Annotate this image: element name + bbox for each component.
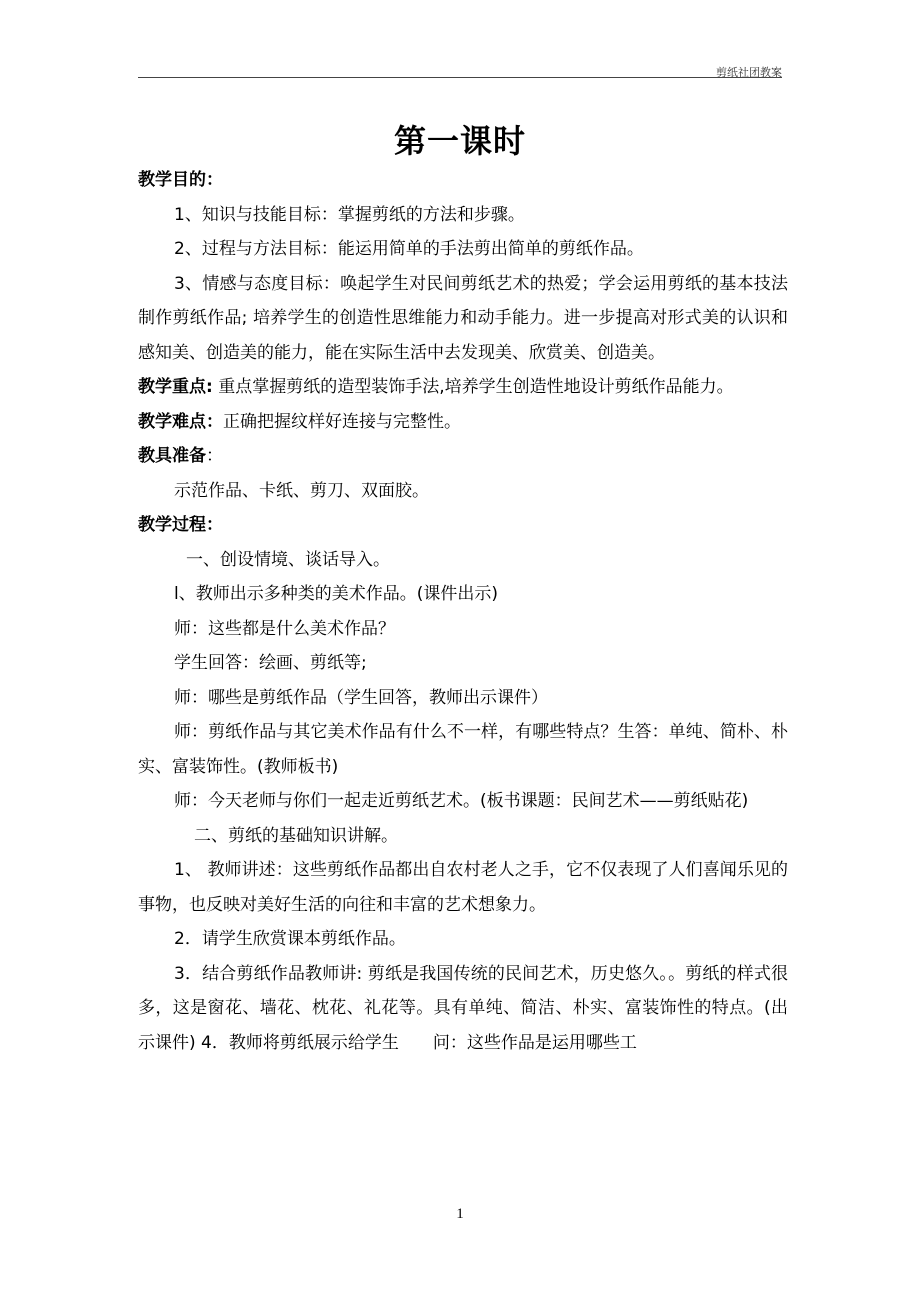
goal-item-3: 3、情感与态度目标：唤起学生对民间剪纸艺术的热爱；学会运用剪纸的基本技法制作剪纸作品; 培养学生的创造性思维能力和动手能力。进一步提高对形式美的认识和感知美、创造美的能力，能在实际生活中去发现美、欣赏美、创造美。	[138, 273, 788, 363]
goals-heading: 教学目的：	[138, 170, 223, 190]
difficulty-label: 教学难点：	[138, 411, 223, 432]
key-point-paragraph	[138, 370, 788, 405]
materials-text: 示范作品、卡纸、剪刀、双面胶。	[174, 480, 429, 501]
process-heading: 教学过程：	[138, 515, 223, 535]
key-point-label: 教学重点:	[138, 377, 213, 397]
page-number: 1	[456, 1206, 464, 1222]
section2-line-1: 1、 教师讲述：这些剪纸作品都出自农村老人之手，它不仅表现了人们喜闻乐见的事物，也反映对美好生活的向往和丰富的艺术想象力。	[138, 860, 788, 915]
goal-item-1: 1、知识与技能目标：掌握剪纸的方法和步骤。	[174, 204, 525, 225]
section1-title: 一、创设情境、谈话导入。	[186, 549, 390, 570]
materials-heading	[138, 439, 788, 474]
materials-label: 教具准备	[138, 446, 206, 466]
difficulty-text: 正确把握纹样好连接与完整性。	[223, 411, 461, 432]
section2-line-2: 2．请学生欣赏课本剪纸作品。	[174, 929, 406, 949]
running-header: 剪纸社团教案	[716, 66, 782, 79]
lesson-title: 第一课时	[393, 122, 526, 160]
section2-title: 二、剪纸的基础知识讲解。	[194, 825, 398, 846]
section1-line-3: 学生回答：绘画、剪纸等;	[174, 653, 367, 673]
section1-line-4: 师：哪些是剪纸作品（学生回答，教师出示课件）	[174, 687, 548, 708]
section1-line-1: l、教师出示多种类的美术作品。(课件出示)	[174, 584, 498, 604]
section1-line-2: 师：这些都是什么美术作品？	[174, 618, 395, 639]
section1-line-5: 师：剪纸作品与其它美术作品有什么不一样，有哪些特点？生答：单纯、简朴、朴实、富装饰性。(教师板书)	[138, 722, 788, 777]
section2-line-3: 3．结合剪纸作品教师讲: 剪纸是我国传统的民间艺术，历史悠久。。剪纸的样式很多，这是窗花、墙花、枕花、礼花等。具有单纯、简洁、朴实、富装饰性的特点。(出示课件) 4．教师将剪纸展示给学生 问：这些作品是运用哪些工	[138, 963, 788, 1053]
difficulty-paragraph	[138, 405, 788, 440]
header-rule	[138, 77, 782, 78]
materials-colon: ：	[206, 446, 223, 466]
lesson-body	[138, 163, 788, 1060]
key-point-text: 重点掌握剪纸的造型装饰手法,培养学生创造性地设计剪纸作品能力。	[218, 377, 734, 397]
goal-item-2: 2、过程与方法目标：能运用简单的手法剪出简单的剪纸作品。	[174, 239, 644, 259]
section1-line-6: 师：今天老师与你们一起走近剪纸艺术。(板书课题：民间艺术——剪纸贴花)	[174, 791, 749, 811]
